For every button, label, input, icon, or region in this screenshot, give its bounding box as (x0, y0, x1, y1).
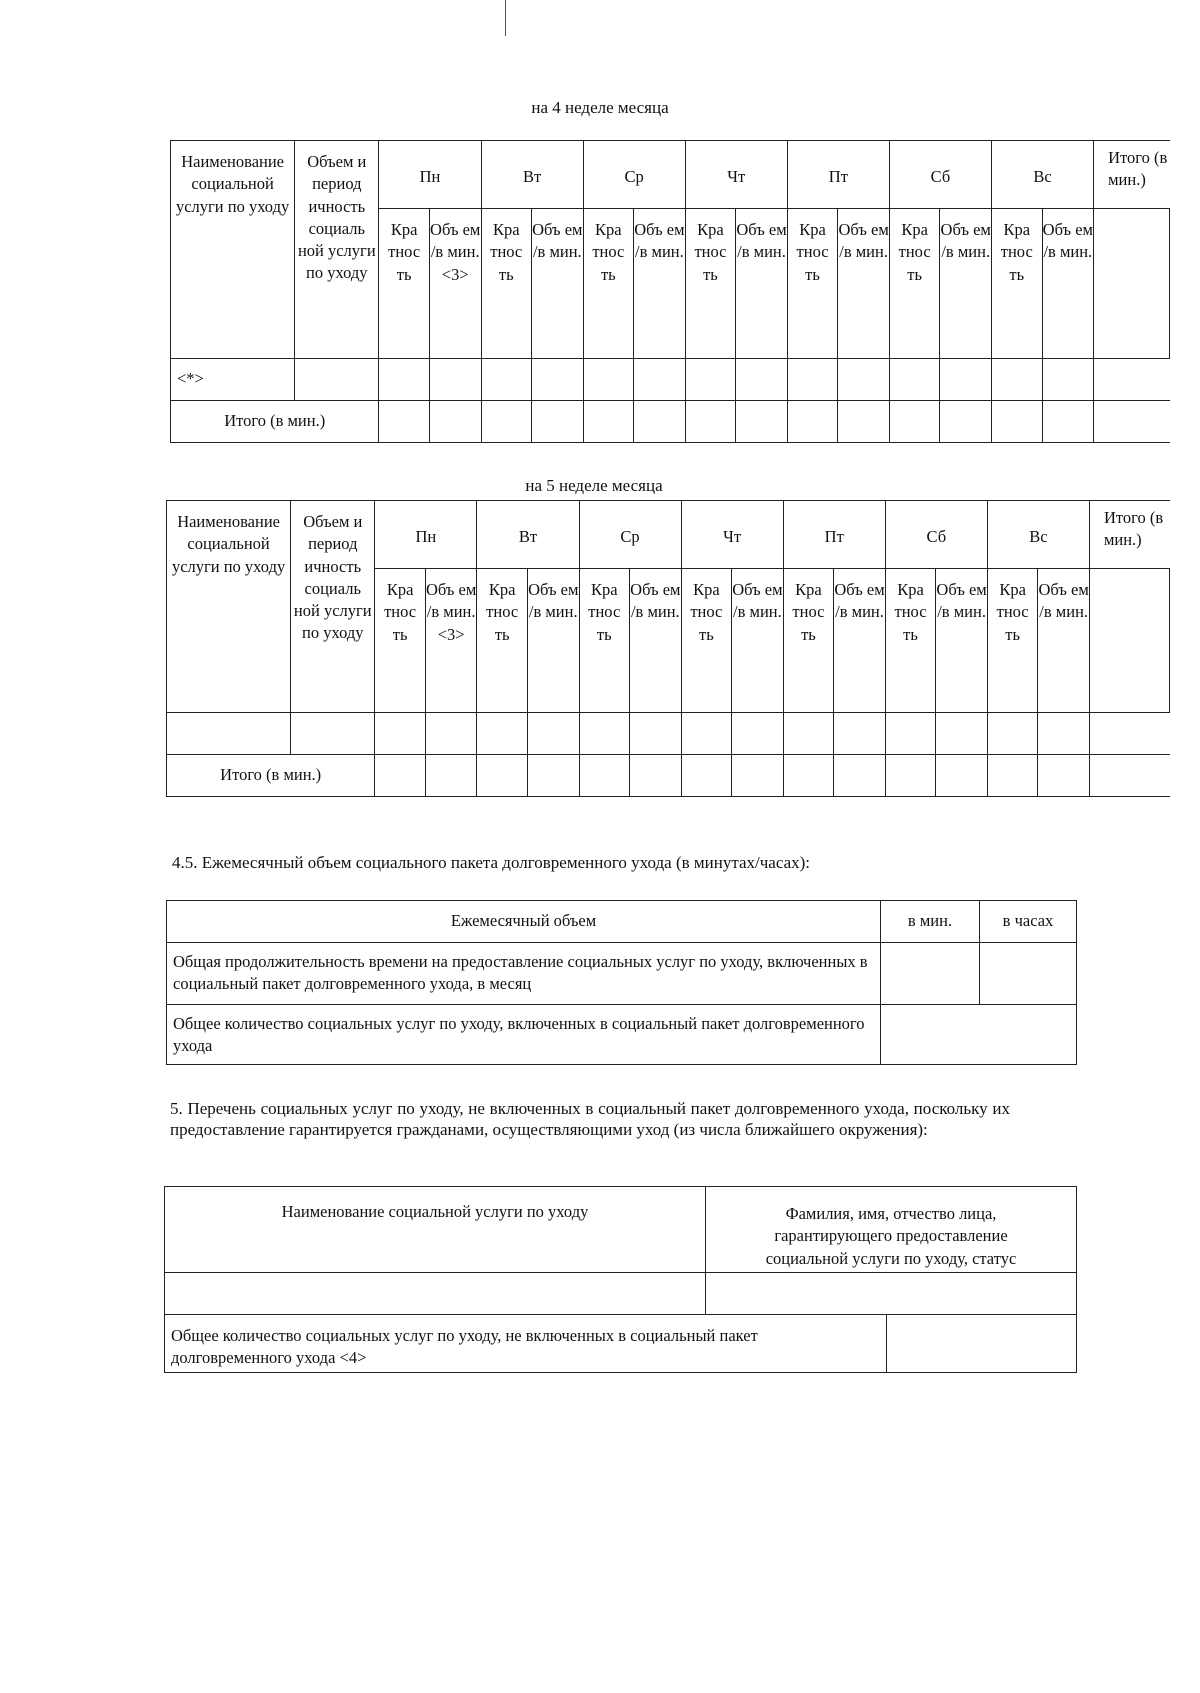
page-fold-line (505, 0, 506, 36)
sub-frequency: Кра тнос ть (375, 569, 426, 713)
total-sub-cell (1094, 209, 1170, 359)
cell (732, 755, 784, 797)
row-marker: <*> (171, 359, 295, 401)
sub-volume: Объ ем /в мин. (1038, 569, 1090, 713)
cell (992, 401, 1043, 443)
sub-frequency: Кра тнос ть (783, 569, 834, 713)
cell (732, 713, 784, 755)
week4-table (170, 140, 1170, 443)
cell (681, 713, 732, 755)
day-mon: Пн (379, 141, 481, 209)
sub-volume: Объ ем /в мин. (838, 209, 890, 359)
cell (630, 755, 682, 797)
cell (477, 713, 528, 755)
cell (987, 713, 1038, 755)
day-thu: Чт (681, 501, 783, 569)
cell (532, 401, 584, 443)
cell (583, 401, 634, 443)
table-row (165, 1273, 1077, 1315)
table-row (165, 1315, 1077, 1373)
header-guarantor: Фамилия, имя, отчество лица, гарантирующего предоставление социальной услуги по уходу, статус (706, 1187, 1077, 1273)
cell (787, 359, 838, 401)
col-total: Итого (в мин.) (1089, 501, 1169, 569)
cell (1094, 359, 1170, 401)
day-fri: Пт (783, 501, 885, 569)
itogo-label: Итого (в мин.) (167, 755, 375, 797)
sub-volume: Объ ем /в мин. (834, 569, 886, 713)
cell (425, 755, 477, 797)
sub-frequency: Кра тнос ть (889, 209, 940, 359)
cell (375, 755, 426, 797)
header-service-name: Наименование социальной услуги по уходу (165, 1187, 706, 1273)
day-thu: Чт (685, 141, 787, 209)
cell (481, 401, 532, 443)
table-row (171, 359, 1170, 401)
day-wed: Ср (583, 141, 685, 209)
sub-frequency: Кра тнос ть (885, 569, 936, 713)
cell (783, 713, 834, 755)
sub-frequency: Кра тнос ть (379, 209, 430, 359)
cell (429, 359, 481, 401)
cell (992, 359, 1043, 401)
cell (291, 713, 375, 755)
cell (736, 401, 788, 443)
sub-frequency: Кра тнос ть (477, 569, 528, 713)
sub-volume: Объ ем /в мин. (630, 569, 682, 713)
sub-frequency: Кра тнос ть (481, 209, 532, 359)
cell (1094, 401, 1170, 443)
sub-volume: Объ ем /в мин. (634, 209, 686, 359)
cell (630, 713, 682, 755)
cell (685, 401, 736, 443)
cell (889, 401, 940, 443)
row-excluded-total: Общее количество социальных услуг по уходу, не включенных в социальный пакет долговременного ухода <4> (165, 1315, 887, 1373)
day-sat: Сб (889, 141, 991, 209)
cell (783, 755, 834, 797)
col-service-name: Наименование социальной услуги по уходу (167, 501, 291, 713)
week4-heading: на 4 неделе месяца (531, 98, 669, 117)
sub-volume: Объ ем /в мин. (1042, 209, 1094, 359)
day-sun: Вс (987, 501, 1089, 569)
cell (379, 401, 430, 443)
col-service-name: Наименование социальной услуги по уходу (171, 141, 295, 359)
cell (685, 359, 736, 401)
cell (1042, 401, 1094, 443)
col-total: Итого (в мин.) (1094, 141, 1170, 209)
cell (987, 755, 1038, 797)
header-minutes: в мин. (881, 901, 980, 943)
sub-volume: Объ ем /в мин. <3> (425, 569, 477, 713)
cell (885, 755, 936, 797)
cell (477, 755, 528, 797)
sub-frequency: Кра тнос ть (583, 209, 634, 359)
cell (579, 755, 630, 797)
table-row (167, 755, 1170, 797)
cell (583, 359, 634, 401)
sub-frequency: Кра тнос ть (992, 209, 1043, 359)
cell (532, 359, 584, 401)
sub-frequency: Кра тнос ть (579, 569, 630, 713)
total-sub-cell (1089, 569, 1169, 713)
cell (167, 713, 291, 755)
cell (429, 401, 481, 443)
cell (881, 943, 980, 1005)
day-tue: Вт (477, 501, 579, 569)
cell (706, 1273, 1077, 1315)
sub-volume: Объ ем /в мин. (736, 209, 788, 359)
cell (527, 713, 579, 755)
day-sat: Сб (885, 501, 987, 569)
week5-table-wrap (166, 500, 1200, 806)
cell (1042, 359, 1094, 401)
cell (889, 359, 940, 401)
cell (885, 713, 936, 755)
cell (1089, 755, 1169, 797)
cell (838, 401, 890, 443)
week4-table-wrap (170, 140, 1200, 450)
cell (887, 1315, 1077, 1373)
cell (881, 1005, 1077, 1065)
cell (1038, 713, 1090, 755)
cell (787, 401, 838, 443)
day-wed: Ср (579, 501, 681, 569)
col-volume-period: Объем и период ичность социаль ной услуги по уходу (295, 141, 379, 359)
cell (834, 755, 886, 797)
row-total-duration: Общая продолжительность времени на предоставление социальных услуг по уходу, включенных в социальный пакет долговременного ухода, в месяц (167, 943, 881, 1005)
cell (375, 713, 426, 755)
sub-volume: Объ ем /в мин. (940, 209, 992, 359)
day-sun: Вс (992, 141, 1094, 209)
cell (527, 755, 579, 797)
sub-frequency: Кра тнос ть (685, 209, 736, 359)
sub-frequency: Кра тнос ть (787, 209, 838, 359)
excluded-services-table (164, 1186, 1077, 1373)
cell (295, 359, 379, 401)
sub-volume: Объ ем /в мин. (532, 209, 584, 359)
sub-volume: Объ ем /в мин. (527, 569, 579, 713)
cell (940, 359, 992, 401)
cell (481, 359, 532, 401)
cell (425, 713, 477, 755)
sub-frequency: Кра тнос ть (987, 569, 1038, 713)
col-volume-period: Объем и период ичность социаль ной услуги по уходу (291, 501, 375, 713)
day-mon: Пн (375, 501, 477, 569)
table-row (167, 713, 1170, 755)
cell (1089, 713, 1169, 755)
table-row (167, 943, 1077, 1005)
section-4-5-title: 4.5. Ежемесячный объем социального пакета долговременного ухода (в минутах/часах): (172, 853, 811, 872)
cell (936, 713, 988, 755)
row-total-count: Общее количество социальных услуг по уходу, включенных в социальный пакет долговременного ухода (167, 1005, 881, 1065)
cell (834, 713, 886, 755)
day-fri: Пт (787, 141, 889, 209)
cell (634, 401, 686, 443)
sub-volume: Объ ем /в мин. (732, 569, 784, 713)
week5-heading: на 5 неделе месяца (525, 476, 663, 495)
cell (379, 359, 430, 401)
cell (681, 755, 732, 797)
cell (1038, 755, 1090, 797)
cell (936, 755, 988, 797)
cell (980, 943, 1077, 1005)
sub-volume: Объ ем /в мин. (936, 569, 988, 713)
cell (940, 401, 992, 443)
monthly-volume-table (166, 900, 1077, 1065)
day-tue: Вт (481, 141, 583, 209)
cell (634, 359, 686, 401)
cell (579, 713, 630, 755)
table-row (171, 401, 1170, 443)
table-row (167, 1005, 1077, 1065)
header-monthly-volume: Ежемесячный объем (167, 901, 881, 943)
sub-frequency: Кра тнос ть (681, 569, 732, 713)
itogo-label: Итого (в мин.) (171, 401, 379, 443)
sub-volume: Объ ем /в мин. <3> (429, 209, 481, 359)
cell (165, 1273, 706, 1315)
cell (838, 359, 890, 401)
header-hours: в часах (980, 901, 1077, 943)
section-5-title: 5. Перечень социальных услуг по уходу, не включенных в социальный пакет долговременного ухода, поскольку их предоставление гарантируется гражданами, осуществляющими уход (из числа ближайшего окружения): (170, 1099, 1010, 1140)
week5-table (166, 500, 1170, 797)
cell (736, 359, 788, 401)
